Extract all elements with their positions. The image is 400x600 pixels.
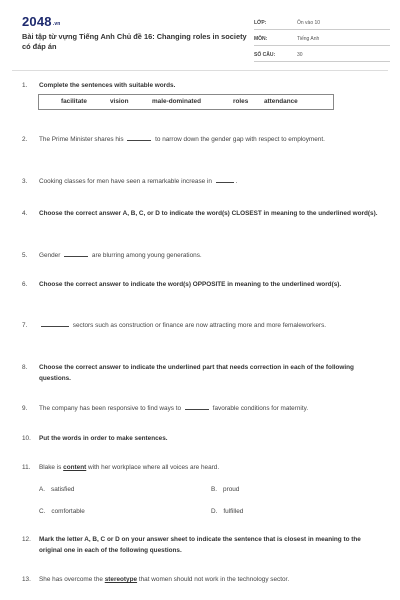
option-text: comfortable: [51, 508, 85, 515]
question-number: 12.: [22, 536, 31, 543]
option-letter: C.: [39, 508, 46, 515]
answer-option-c[interactable]: [39, 508, 85, 515]
word-bank-item: facilitate: [61, 98, 87, 105]
meta-label: SỐ CÂU:: [254, 52, 276, 58]
question-number: 11.: [22, 464, 31, 471]
text-before-blank: The Prime Minister shares his: [39, 136, 124, 143]
option-letter: B.: [211, 486, 218, 493]
question-text: [39, 462, 380, 473]
underlined-keyword: content: [63, 464, 87, 471]
meta-value: Tiếng Anh: [297, 36, 320, 42]
header-divider: [12, 70, 388, 71]
word-bank-item: attendance: [264, 98, 298, 105]
text-before-blank: Cooking classes for men have seen a remarkable increase in: [39, 178, 212, 185]
answer-blank[interactable]: [216, 176, 234, 183]
option-text: proud: [223, 486, 240, 493]
underlined-keyword: stereotype: [104, 576, 138, 583]
word-bank-item: roles: [233, 98, 249, 105]
answer-blank[interactable]: [41, 320, 69, 327]
question-number: 6.: [22, 281, 28, 288]
question-text: [39, 403, 380, 414]
word-bank-item: vision: [110, 98, 129, 105]
meta-value: 30: [297, 52, 303, 58]
meta-label: LỚP:: [254, 20, 267, 26]
question-instruction: Choose the correct answer to indicate the word(s) OPPOSITE in meaning to the underlined word(s).: [39, 281, 342, 288]
logo-suffix: .vn: [52, 21, 61, 27]
text-after-blank: favorable conditions for maternity.: [212, 405, 309, 412]
question-number: 7.: [22, 322, 28, 329]
question-text: [39, 134, 380, 145]
text-after-blank: .: [235, 178, 238, 185]
meta-row-class: [254, 16, 390, 30]
question-number: 8.: [22, 364, 28, 371]
word-bank: [38, 94, 334, 110]
text-after-blank: are blurring among young generations.: [91, 252, 202, 259]
logo-text: 2048: [22, 14, 52, 29]
question-number: 4.: [22, 210, 28, 217]
answer-option-d[interactable]: [211, 508, 243, 515]
question-text: [39, 574, 380, 585]
text-after-blank: to narrow down the gender gap with respect to employment.: [155, 136, 325, 143]
text-before-keyword: Blake is: [39, 464, 62, 471]
meta-row-count: [254, 48, 390, 62]
meta-info: [254, 16, 390, 64]
question-instruction: Complete the sentences with suitable words.: [39, 82, 176, 89]
meta-row-subject: [254, 32, 390, 46]
text-after-blank: sectors such as construction or finance are now attracting more and more femaleworkers.: [72, 322, 327, 329]
question-instruction: Choose the correct answer to indicate the underlined part that needs correction in each of the following questions.: [39, 364, 354, 382]
answer-option-a[interactable]: [39, 486, 75, 493]
answer-option-b[interactable]: [211, 486, 239, 493]
option-text: satisfied: [51, 486, 75, 493]
question-instruction: Put the words in order to make sentences.: [39, 435, 168, 442]
answer-blank[interactable]: [127, 134, 151, 141]
answer-blank[interactable]: [64, 250, 88, 257]
question-number: 13.: [22, 576, 31, 583]
question-number: 3.: [22, 178, 28, 185]
question-number: 10.: [22, 435, 31, 442]
answer-blank[interactable]: [185, 403, 209, 410]
question-number: 2.: [22, 136, 28, 143]
question-instruction: Choose the correct answer A, B, C, or D to indicate the word(s) CLOSEST in meaning to the underlined word(s).: [39, 210, 378, 217]
header: [12, 8, 390, 72]
option-letter: D.: [211, 508, 218, 515]
question-text: [39, 176, 380, 187]
question-instruction: Mark the letter A, B, C or D on your answer sheet to indicate the sentence that is closest in meaning to the original one in each of the following questions.: [39, 536, 361, 554]
text-before-blank: Gender: [39, 252, 61, 259]
question-number: 1.: [22, 82, 28, 89]
document-title: Bài tập từ vựng Tiếng Anh Chủ đề 16: Changing roles in society có đáp án: [22, 32, 247, 51]
question-number: 5.: [22, 252, 28, 259]
text-before-blank: The company has been responsive to find ways to: [39, 405, 182, 412]
text-before-keyword: She has overcome the: [39, 576, 103, 583]
question-number: 9.: [22, 405, 28, 412]
site-logo[interactable]: [22, 14, 61, 29]
meta-value: Ôn vào 10: [297, 20, 321, 26]
question-text: [39, 250, 380, 261]
question-text: [39, 320, 380, 331]
option-letter: A.: [39, 486, 46, 493]
meta-label: MÔN:: [254, 36, 268, 42]
text-after-keyword: that women should not work in the technology sector.: [138, 576, 290, 583]
word-bank-item: male-dominated: [152, 98, 202, 105]
option-text: fulfilled: [223, 508, 244, 515]
text-after-keyword: with her workplace where all voices are heard.: [88, 464, 220, 471]
